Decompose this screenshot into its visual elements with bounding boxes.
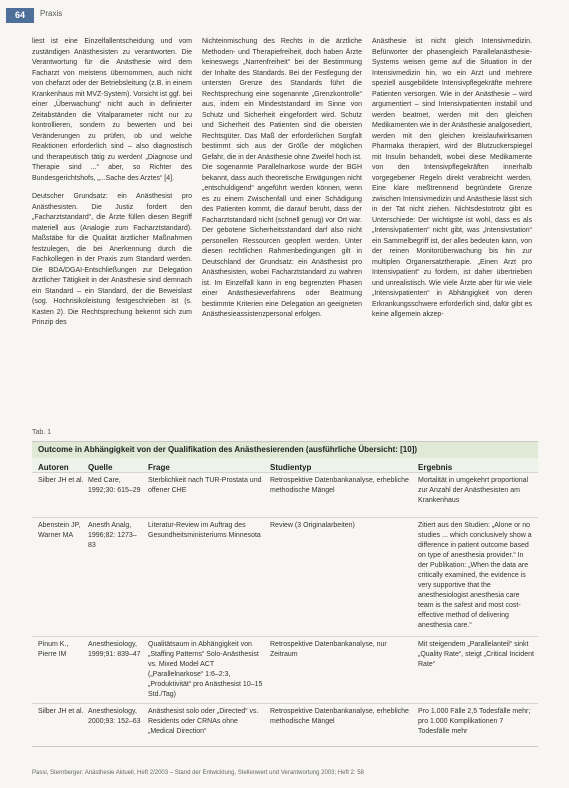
cell-studientyp: Retrospektive Datenbankanalyse, erhebliche methodische Mängel (270, 477, 409, 494)
table-row (32, 703, 538, 746)
cell-frage: Sterblichkeit nach TUR-Prostata und offener CHE (148, 477, 262, 494)
paragraph: Deutscher Grundsatz: ein Anästhesist pro Anästhesisten. Die Justiz fordert den „Facharztstandard“, die Ärzte füllen diesen Begriff materiell aus (Analogie zum Facharztstandard). Maßstäbe für die Qualität ärztlicher Maßnahmen festzulegen, die bei Anerkennung durch die Fachkollegen in der Praxis zum Standard werden. Die BDA/DGAI-Entschließungen zur Delegation ärztlicher Tätigkeit in der Anästhesie sind demnach ein Standard – ein Standard, der die Beweislast (sog. Hochrisikoleistung festgeschrieben ist (s. Kasten 2). Die Rechtsprechung bekennt sich zum Prinzip des (32, 193, 192, 326)
table-header-row (32, 458, 538, 472)
cell-quelle: Med Care, 1992;30: 615–29 (88, 477, 141, 494)
cell-ergebnis: Mit steigendem „Parallelanteil“ sinkt „Quality Rate“, steigt „Critical Incident Rate“ (418, 641, 534, 668)
cell-studientyp: Retrospektive Datenbankanalyse, erhebliche methodische Mängel (270, 708, 409, 725)
paragraph: Nichteinmischung des Rechts in die ärztliche Methoden- und Therapiefreiheit, doch haben Ärzte keineswegs „Narrenfreiheit“ bei der Bestimmung der Inhalte des Standards. Bei der Festlegung der untersten Grenze des Standards führt die Rechtsprechung eine sogenannte „Grenzkontrolle“ aus, indem ein Mindeststandard im Sinne von Schutz und Sicherheit eingefordert wird. Schutz und Sicherheit des Patienten sind die obersten Rechtsgüter. Das Maß der erforderlichen Sorgfalt bestimmt sich aus der Größe der möglichen Gefahr, die in der Anästhesie ohne Zweifel hoch ist. Die sogenannte Parallelnarkose wurde der BGH bekannt, dass auch theoretische Erwägungen nicht „entschuldigend“ angeführt werden können, wenn es zu einem Zwischenfall und einer Schädigung des Patienten kommt, die darauf beruht, dass der Facharztstandard nicht (schnell genug) vor Ort war. Der gebotene Sicherheitsstandard darf also nicht personellen Ressourcen geopfert werden. Unter diesen rechtlichen Rahmenbedingungen gilt in Deutschland der Grundsatz: ein Anästhesist pro Anästhesisten, wobei Facharztstandard zu wahren ist. Im Einzelfall kann in eng begrenzten Phasen einer Anästhesieverfahrens oder Beatmung bestimmte Kriterien eine Delegation an geeigneten Anästhesieassistenzpersonal erfolgen. (202, 38, 362, 318)
header-ergebnis: Ergebnis (418, 463, 453, 472)
cell-frage: Qualitätsaum in Abhängigkeit von „Staffing Patterns“ Solo-Anästhesist vs. Mixed Model ACT („Parallelnarkose“ 1:6–2:3, „Produktivität“ pro Anästhesist 10–15 Std./Tag) (148, 641, 263, 698)
cell-quelle: Anesthesiology, 2000;93: 152–63 (88, 708, 141, 725)
table-row (32, 472, 538, 517)
cell-frage: Anästhesist solo oder „Directed“ vs. Residents oder CRNAs ohne „Medical Direction“ (148, 708, 259, 735)
cell-autoren: Pinum K., Pierre IM (38, 641, 69, 658)
cell-autoren: Silber JH et al. (38, 477, 84, 484)
cell-quelle: Anesth Analg, 1996;82: 1273–83 (88, 522, 137, 549)
header-frage: Frage (148, 463, 170, 472)
cell-autoren: Silber JH et al. (38, 708, 84, 715)
cell-frage: Literatur-Review im Auftrag des Gesundheitsministeriums Minnesota (148, 522, 261, 539)
page-footer: Passi, Sternberger: Anästhesie Aktuell, Heft 2/2003 – Stand der Entwicklung, Stellenwert und Verantwortung 2003; Heft 2: 58 (32, 770, 364, 776)
header-autoren: Autoren (38, 463, 69, 472)
header-quelle: Quelle (88, 463, 113, 472)
page-header (0, 0, 569, 26)
cell-studientyp: Retrospektive Datenbankanalyse, nur Zeitraum (270, 641, 387, 658)
cell-ergebnis: Zitiert aus den Studien: „Alone or no studies ... which conclusively show a difference in patient outcome based on type of anesthesia provider.“ In der Publikation: „When the data are critically examined, the evidence is very supportive that the anesthesiologist anesthesia care team is the safest and most cost-effective method of delivering anesthesia care.“ (418, 522, 532, 629)
paragraph: Anästhesie ist nicht gleich Intensivmedizin. Befürworter der phasengleich Parallelanästhesie-Systems weisen gerne auf die Situation in der Intensivmedizin hin, wo ein Arzt und mehrere speziell ausgebildete Intensivpflegekräfte mehrere Patienten versorgen. Wie in der Anästhesie – wird argumentiert – sind Intensivpatienten instabil und werden beatmet, werden mit den gleichen Medikamenten wie in der Anästhesie analgosediert, werden mit den gleichen kreislaufwirksamen Pharmaka therapiert, wird der Blutzuckerspiegel mit Insulin behandelt, wobei diese Medikamente von den Intensivpflegekräften innerhalb vorgegebener Regeln direkt verabreicht werden. Eine klare meßtrennend begründete Grenze zwischen Intensivmedizin und Anästhesie lässt sich in der Tat nicht ziehen. Nichtsdestotrotz gibt es Unterschiede: Der wichtigste ist wohl, dass es als „Intensivpatienten“ nicht gibt, was „Intensivstation“ ein Sammelbegriff ist, der alles bedeuten kann, von der reinen Monitorüberwachung bis hin zur multiplen Organersatztherapie. „Einen Arzt pro Intensivpatient“ zu fordern, ist daher übertrieben und unrealistisch. Wie viele Ärzte aber für wie viele „Intensivpatienten“ in Abhängigkeit von deren Erkrankungsschwere erforderlich sind, dafür gibt es keine allgemein akzep- (372, 38, 532, 318)
page-number: 64 (6, 8, 34, 23)
table-row (32, 636, 538, 703)
header-studientyp: Studientyp (270, 463, 312, 472)
text-column-1 (32, 37, 192, 424)
cell-studientyp: Review (3 Originalarbeiten) (270, 522, 355, 529)
cell-ergebnis: Pro 1.000 Fälle 2,5 Todesfälle mehr; pro 1.000 Komplikationen 7 Todesfälle mehr (418, 708, 531, 735)
paragraph: liest ist eine Einzelfallentscheidung und vom zuständigen Anästhesisten zu verantworten. Die Verantwortung für die Anästhesie wird dem Facharzt von meistens übernommen, auch nicht von chefarzt oder der Betriebsleitung (z.B. in einem Krankenhaus mit MVZ-System). Vorsicht ist ggf. bei einer „Überwachung“ nicht auch in definierter Zeitabständen die Vitalparameter nicht nur zu kontrollieren, sondern zu bewerten und bei Veränderungen zu prüfen, ob und welche Reaktionen erforderlich sind – also diagnostisch und therapeutisch tätig zu werden! „Diagnose und Therapie sind ...“ aber, so Richter des Bundesgerichtshofs, „...Sache des Arztes“ [4]. (32, 38, 192, 182)
cell-quelle: Anesthesiology, 1999;91: 839–47 (88, 641, 141, 658)
text-column-2 (202, 37, 362, 424)
outcome-table (32, 441, 538, 747)
section-title: Praxis (40, 9, 63, 18)
table-row (32, 517, 538, 636)
cell-ergebnis: Mortalität in umgekehrt proportional zur Anzahl der Anästhesisten am Krankenhaus (418, 477, 529, 504)
table-label: Tab. 1 (32, 429, 52, 436)
table-title: Outcome in Abhängigkeit von der Qualifikation des Anästhesierenden (ausführliche Übersicht: [10]) (32, 442, 538, 458)
text-column-3 (372, 37, 532, 424)
cell-autoren: Abenstein JP, Warner MA (38, 522, 81, 539)
